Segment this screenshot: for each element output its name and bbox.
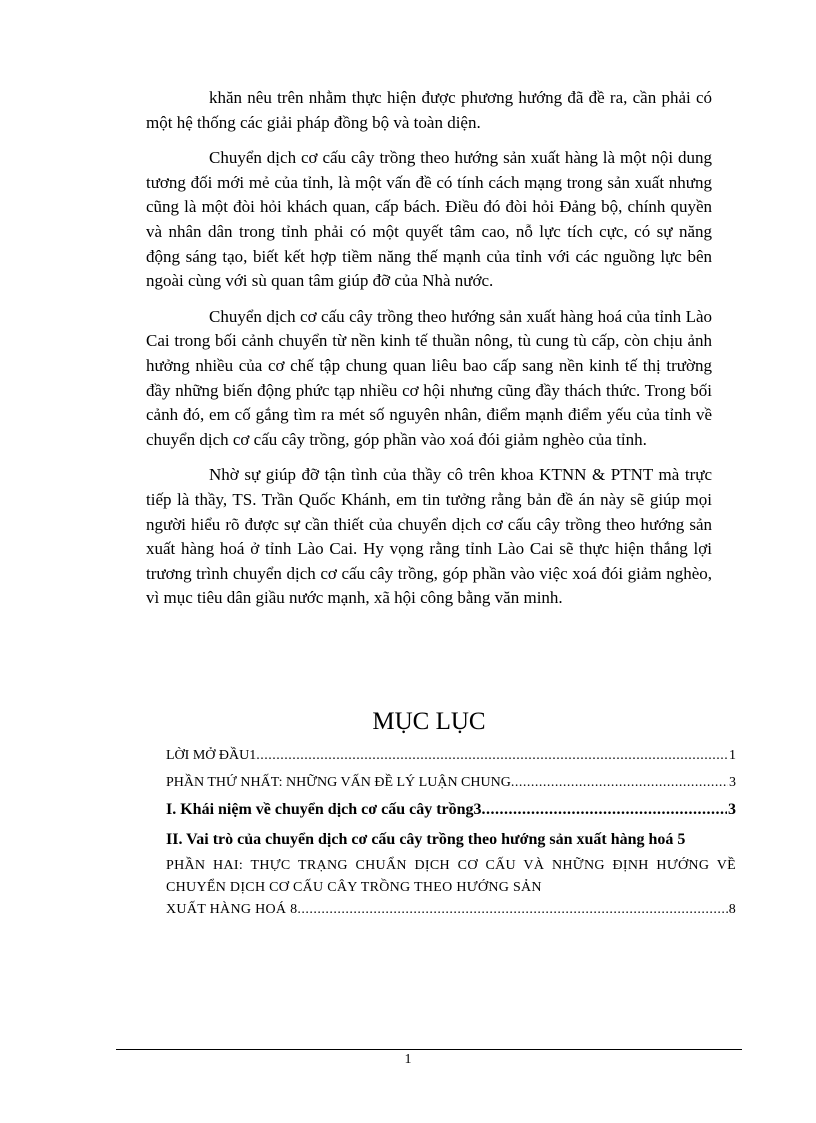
toc-entry-text: PHẦN THỨ NHẤT: NHỮNG VẤN ĐỀ LÝ LUẬN CHUNG (166, 775, 511, 790)
body-text (146, 86, 712, 622)
toc-entry-part-two[interactable] (166, 855, 736, 921)
table-of-contents (166, 748, 736, 921)
toc-entry-page: 1 (729, 748, 736, 763)
toc-entry-text: PHẦN HAI: THỰC TRẠNG CHUẨN DỊCH CƠ CẤU VÀ NHỮNG ĐỊNH HƯỚNG VỀ CHUYỂN DỊCH CƠ CẤU CÂY TRỒNG THEO HƯỚNG SẢN (166, 858, 736, 895)
toc-entry-section-2[interactable]: II. Vai trò của chuyển dịch cơ cấu cây trồng theo hướng sản xuất hàng hoá 5 (166, 831, 686, 848)
footer-rule (116, 1049, 742, 1050)
toc-entry-page: 3 (729, 775, 736, 790)
toc-leader-dots (297, 899, 728, 921)
paragraph-3: Chuyển dịch cơ cấu cây trồng theo hướng sản xuất hàng hoá của tỉnh Lào Cai trong bối cảnh chuyển từ nền kinh tế thuần nông, tù cung tù cấp, còn chịu ảnh hưởng nhiều của cơ chế tập chung quan liêu bao cấp sang nền kinh tế thị trường đầy những biến động phức tạp nhiều cơ hội nhưng cũng đầy thách thức. Trong bối cảnh đó, em cố gắng tìm ra mét số nguyên nhân, điểm mạnh điểm yếu của tỉnh về chuyển dịch cơ cấu cây trồng, góp phần vào xoá đói giảm nghèo của tỉnh. (146, 306, 712, 449)
paragraph-4: Nhờ sự giúp đỡ tận tình của thầy cô trên khoa KTNN & PTNT mà trực tiếp là thầy, TS. Trần Quốc Khánh, em tin tưởng rằng bản đề án này sẽ giúp mọi người hiểu rõ được sự cần thiết của chuyển dịch cơ cấu cây trồng theo hướng sản xuất hàng hoá ở tỉnh Lào Cai. Hy vọng rằng tỉnh Lào Cai sẽ thực hiện thắng lợi trương trình chuyển dịch cơ cấu cây trồng, góp phần vào việc xoá đói giảm nghèo, vì mục tiêu dân giầu nước mạnh, xã hội công bằng văn minh. (146, 465, 712, 608)
toc-leader-dots (511, 775, 728, 791)
toc-leader-dots (482, 801, 727, 819)
toc-entry-intro[interactable] (166, 748, 736, 764)
toc-entry-part-one[interactable] (166, 775, 736, 791)
toc-entry-text: LỜI MỞ ĐẦU1 (166, 748, 257, 763)
page-number: 1 (404, 1052, 412, 1067)
toc-entry-text: I. Khái niệm về chuyển dịch cơ cấu cây trồng3 (166, 801, 482, 818)
toc-entry-page: 8 (728, 902, 736, 917)
toc-entry-page: 3 (728, 801, 736, 818)
toc-entry-text-tail: XUẤT HÀNG HOÁ 8 (166, 902, 298, 917)
toc-entry-section-1[interactable] (166, 801, 736, 819)
toc-leader-dots (256, 748, 728, 764)
toc-title: MỤC LỤC (372, 708, 486, 735)
paragraph-1: khăn nêu trên nhằm thực hiện được phương hướng đã đề ra, cần phải có một hệ thống các giải pháp đồng bộ và toàn diện. (146, 88, 712, 132)
paragraph-2: Chuyển dịch cơ cấu cây trồng theo hướng sản xuất hàng là một nội dung tương đối mới mẻ của tỉnh, là một vấn đề có tính cách mạng trong sản xuất nhưng cũng là một đòi hỏi khách quan, cấp bách. Điều đó đòi hỏi Đảng bộ, chính quyền và nhân dân trong tỉnh phải có một quyết tâm cao, nỗ lực tích cực, có sự năng động sáng tạo, biết kết hợp tiềm năng thế mạnh của tỉnh với các nguồng lực bên ngoài cùng với sù quan tâm giúp đỡ của Nhà nước. (146, 148, 712, 291)
